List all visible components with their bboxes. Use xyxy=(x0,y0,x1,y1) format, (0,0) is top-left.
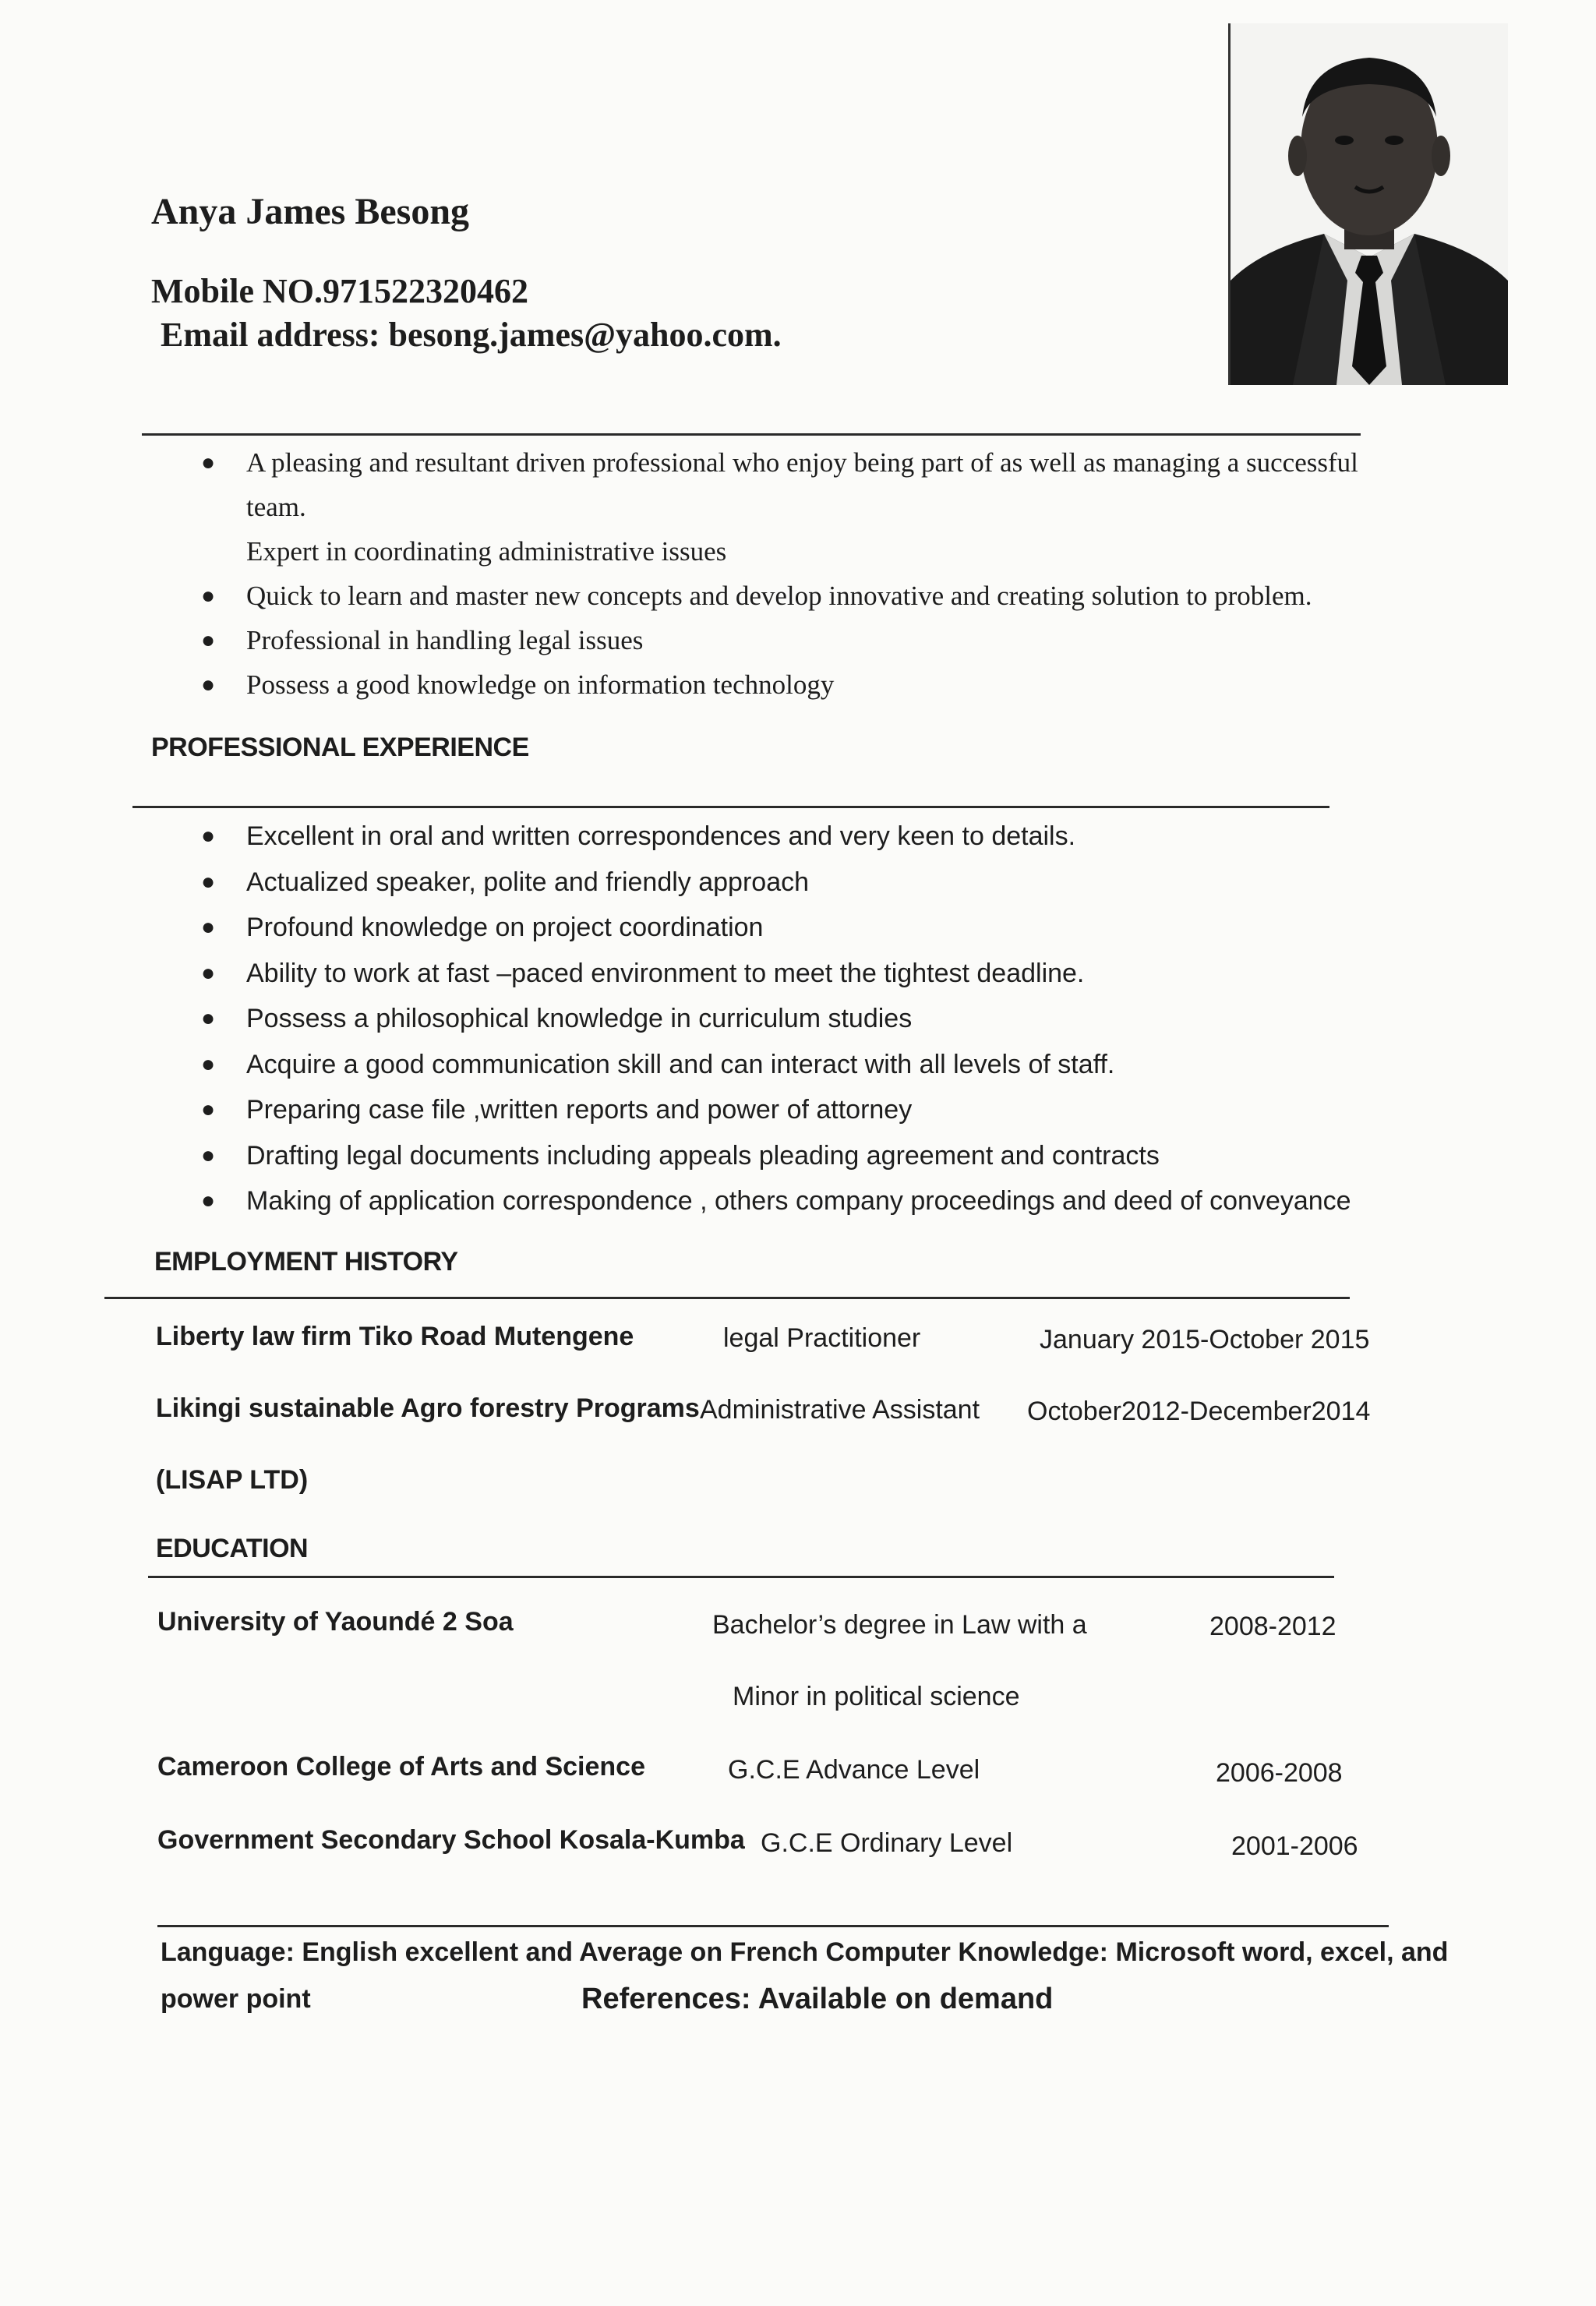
skills-line-continued: power point xyxy=(161,1984,311,2014)
candidate-name: Anya James Besong xyxy=(151,191,470,232)
bullet-icon: ● xyxy=(201,1142,216,1168)
bullet-icon: ● xyxy=(201,1005,216,1031)
skills-line: Language: English excellent and Average on French Computer Knowledge: Microsoft word, excel, and xyxy=(161,1937,1449,1967)
bullet-icon: ● xyxy=(201,672,216,697)
qualification: Bachelor’s degree in Law with a xyxy=(712,1610,1087,1640)
bullet-icon: ● xyxy=(201,450,216,475)
bullet-icon: ● xyxy=(201,959,216,986)
bullet-icon: ● xyxy=(201,1188,216,1213)
section-heading-education: EDUCATION xyxy=(156,1534,309,1563)
qualification: G.C.E Ordinary Level xyxy=(761,1828,1013,1858)
section-heading-experience: PROFESSIONAL EXPERIENCE xyxy=(151,733,529,762)
list-item: ● Quick to learn and master new concepts and develop innovative and creating solution to problem. xyxy=(246,574,1415,618)
profile-photo xyxy=(1228,23,1508,385)
bullet-icon: ● xyxy=(201,914,216,940)
study-years: 2006-2008 xyxy=(1216,1758,1343,1788)
job-role: Administrative Assistant xyxy=(700,1395,980,1425)
email-address: Email address: besong.james@yahoo.com. xyxy=(161,316,782,354)
school-name: University of Yaoundé 2 Soa xyxy=(157,1607,514,1637)
job-period: October2012-December2014 xyxy=(1027,1397,1371,1426)
divider xyxy=(148,1576,1334,1578)
mobile-number: Mobile NO.971522320462 xyxy=(151,272,528,310)
bullet-icon: ● xyxy=(201,583,216,609)
school-name: Cameroon College of Arts and Science xyxy=(157,1752,645,1782)
employer-name: Likingi sustainable Agro forestry Programs xyxy=(156,1393,700,1423)
study-years: 2001-2006 xyxy=(1231,1831,1358,1861)
list-item: ● Excellent in oral and written correspondences and very keen to details. xyxy=(246,814,1415,860)
qualification-line2: Minor in political science xyxy=(733,1682,1020,1711)
bullet-icon: ● xyxy=(201,823,216,849)
divider xyxy=(104,1297,1350,1299)
list-item: ● Actualized speaker, polite and friendly approach xyxy=(246,860,1415,906)
list-item: ● Possess a good knowledge on information technology xyxy=(246,662,1415,707)
list-item: ● A pleasing and resultant driven professional who enjoy being part of as well as managing a successful team. Expert in coordinating administrative issues xyxy=(246,440,1415,574)
list-item: ● Ability to work at fast –paced environment to meet the tightest deadline. xyxy=(246,951,1415,997)
section-heading-employment: EMPLOYMENT HISTORY xyxy=(154,1247,458,1277)
list-item: ● Making of application correspondence , others company proceedings and deed of conveyance xyxy=(246,1178,1415,1224)
bullet-icon: ● xyxy=(201,627,216,653)
bullet-icon: ● xyxy=(201,1051,216,1077)
bullet-icon: ● xyxy=(201,1096,216,1122)
divider xyxy=(142,433,1361,436)
study-years: 2008-2012 xyxy=(1209,1612,1336,1641)
job-role: legal Practitioner xyxy=(723,1323,921,1353)
divider xyxy=(157,1925,1389,1927)
summary-list xyxy=(201,440,1415,707)
employer-name-suffix: (LISAP LTD) xyxy=(156,1465,309,1495)
list-item: ● Profound knowledge on project coordination xyxy=(246,905,1415,951)
list-item: ● Possess a philosophical knowledge in curriculum studies xyxy=(246,996,1415,1042)
references: References: Available on demand xyxy=(581,1983,1054,2015)
qualification: G.C.E Advance Level xyxy=(728,1755,980,1785)
employer-name: Liberty law firm Tiko Road Mutengene xyxy=(156,1322,634,1351)
school-name: Government Secondary School Kosala-Kumba xyxy=(157,1825,745,1855)
list-item: ● Professional in handling legal issues xyxy=(246,618,1415,662)
experience-list xyxy=(201,814,1415,1224)
list-item: ● Acquire a good communication skill and can interact with all levels of staff. xyxy=(246,1042,1415,1088)
divider xyxy=(132,806,1329,808)
list-item: ● Drafting legal documents including appeals pleading agreement and contracts xyxy=(246,1133,1415,1179)
job-period: January 2015-October 2015 xyxy=(1040,1325,1370,1354)
profile-photo-image xyxy=(1231,23,1508,385)
list-item: ● Preparing case file ,written reports and power of attorney xyxy=(246,1087,1415,1133)
bullet-icon: ● xyxy=(201,868,216,895)
